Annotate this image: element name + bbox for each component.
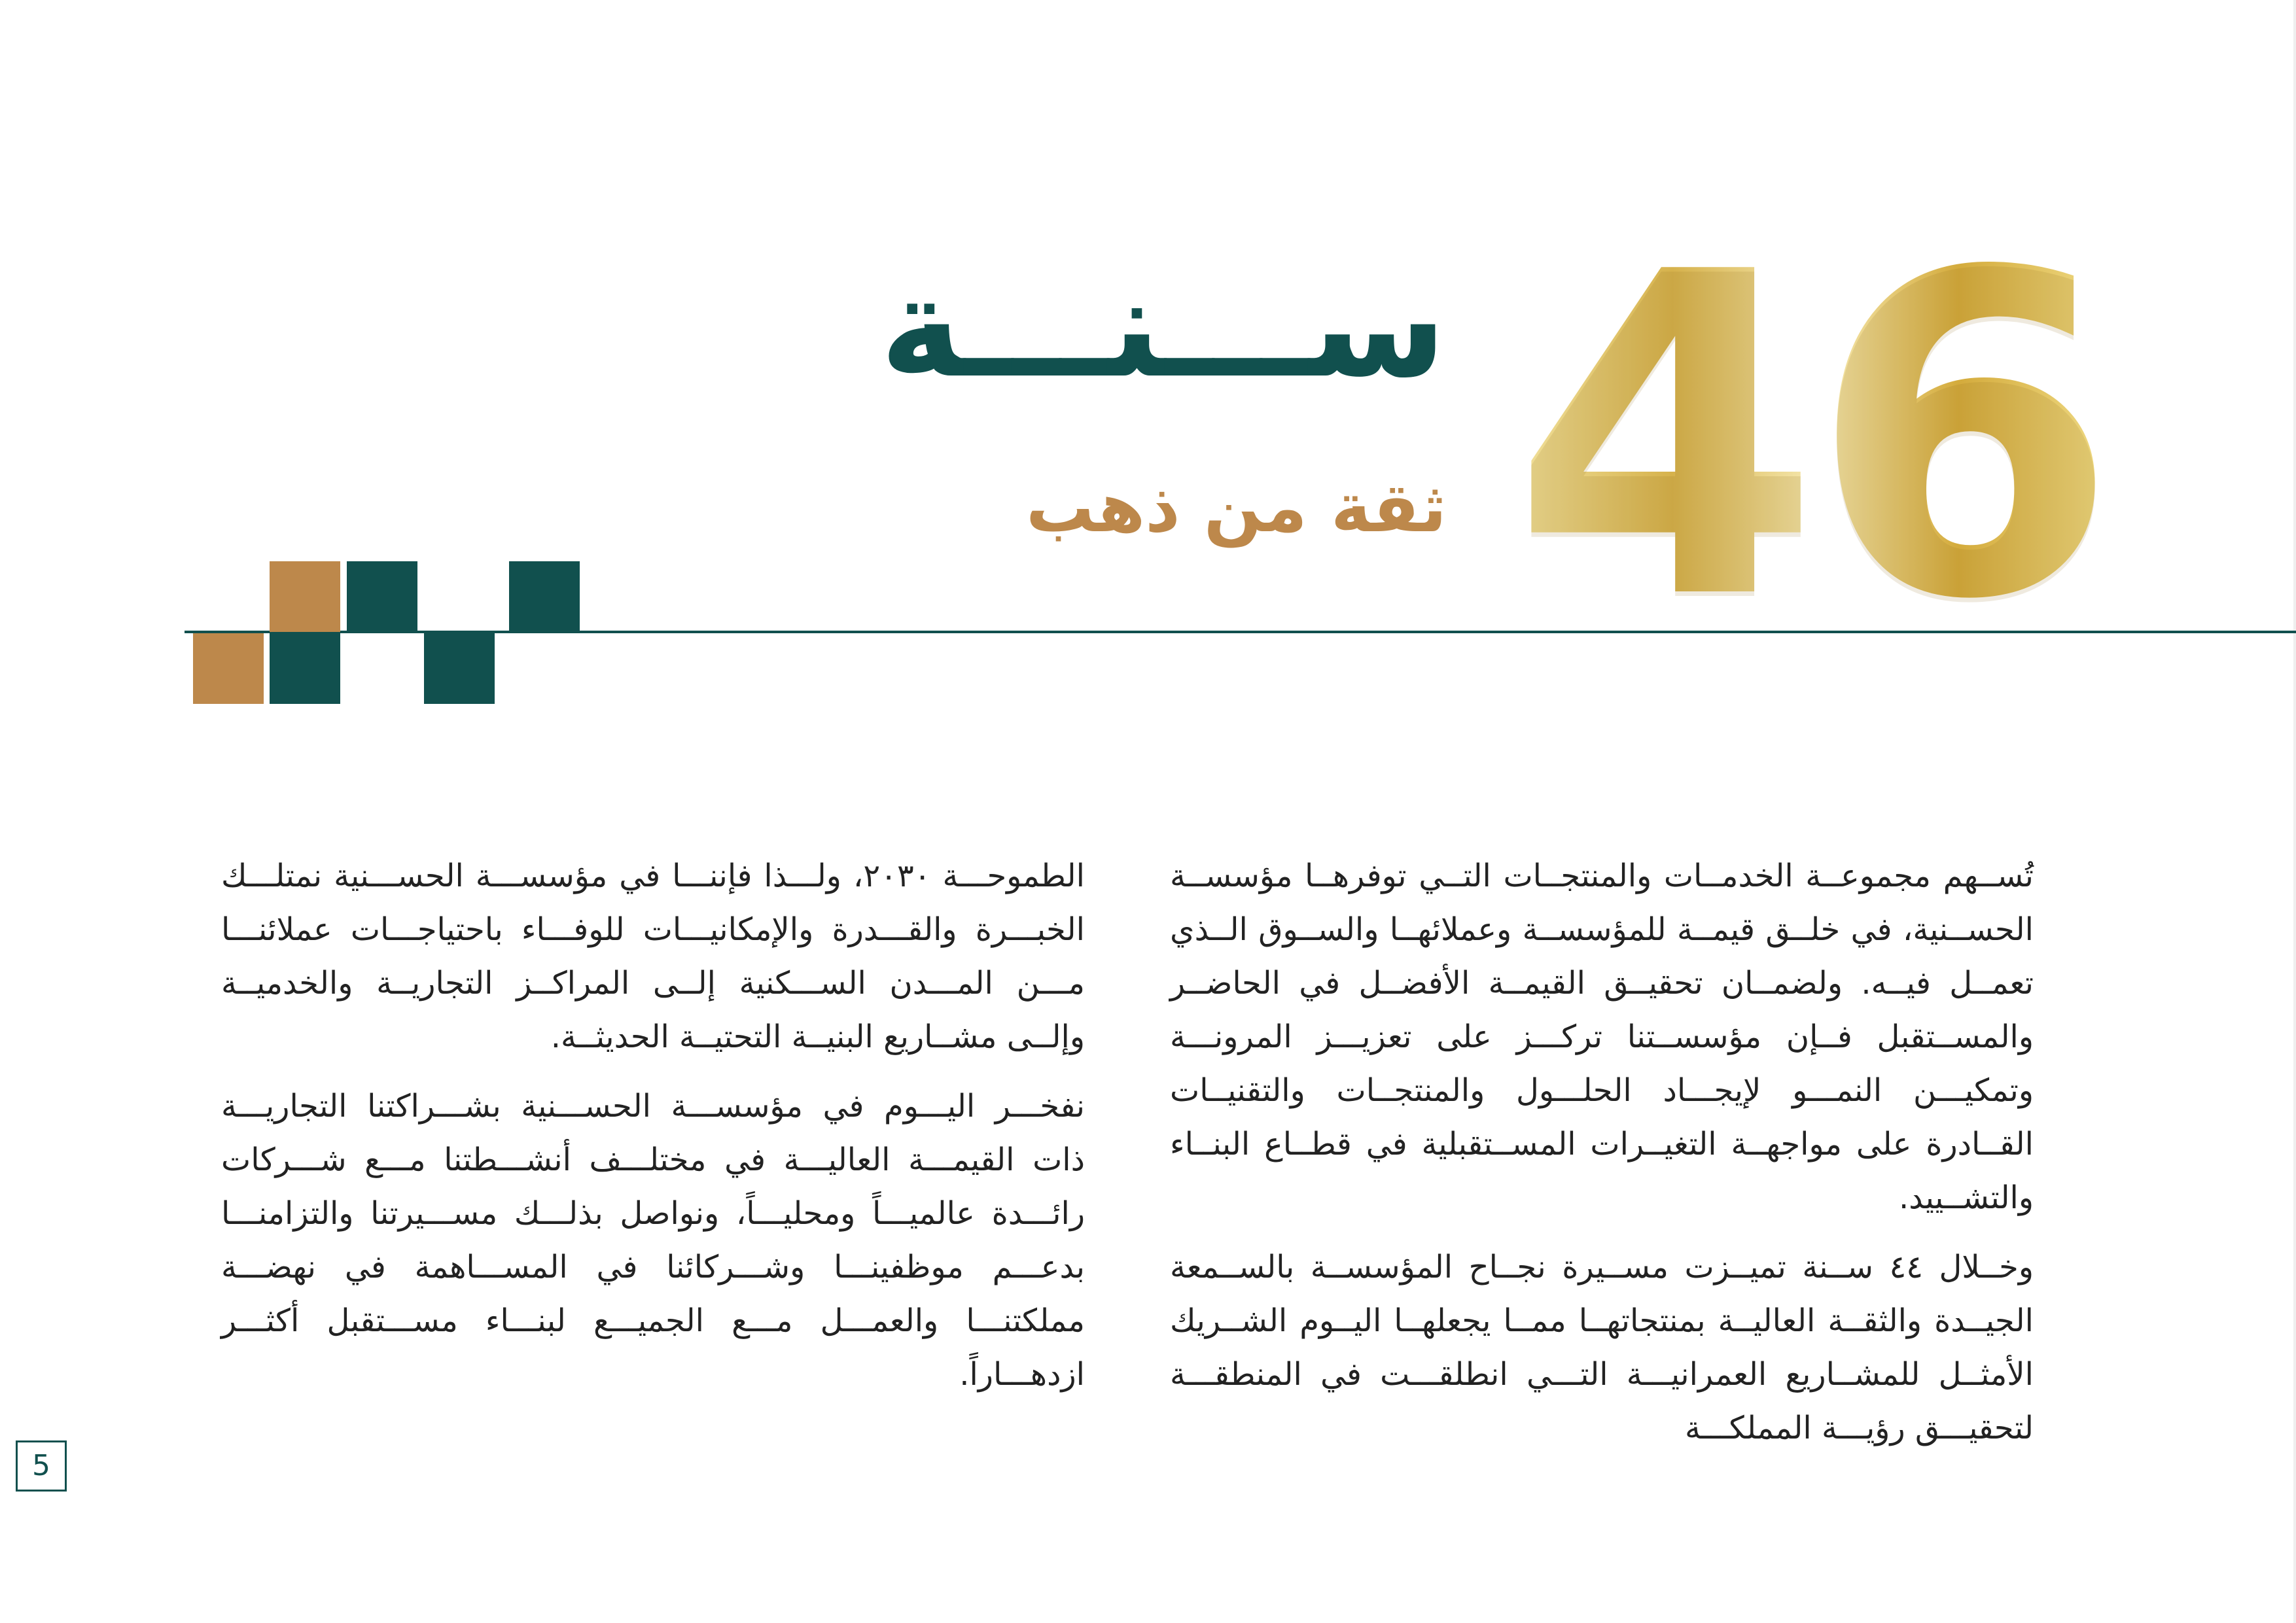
page-number-badge: 5 — [16, 1440, 67, 1492]
right-text-column — [1170, 849, 2034, 1446]
page-subtitle: ثقة من ذهب — [1026, 468, 1447, 548]
green-square-bottom-left — [270, 633, 340, 704]
green-square-bottom-right — [424, 633, 495, 704]
anniversary-number: 46 — [1498, 216, 2120, 661]
green-square-top-left — [347, 561, 417, 632]
left-text-column — [221, 849, 1085, 1393]
left-paragraph-1: الطموحـــة ٢٠٣٠، ولـــذا فإننـــا في مؤسســـة الحســـنية نمتلـــك الخبـــرة والقـــدرة والإمكانيـــات للوفـــاء باحتياجـــات عملائنـــا مـــن المـــدن الســـكنية إلــى المراكــز التجاريــة والخدميــة وإلــى مشــاريع البنيــة التحتيــة الحديثــة. — [221, 858, 1085, 1055]
right-paragraph-2: وخــلال ٤٤ ســنة تميــزت مســيرة نجــاح المؤسســة بالســمعة الجيــدة والثقــة العاليــة بمنتجاتهــا ممــا يجعلهــا اليــوم الشــريك الأمثــل للمشــاريع العمرانيـــة التـــي انطلقـــت في المنطقـــة لتحقيـــق رؤيـــة المملكـــة — [1170, 1249, 2034, 1446]
gold-square-bottom — [193, 633, 264, 704]
green-square-top-right — [509, 561, 580, 632]
gold-square-top — [270, 561, 340, 632]
left-paragraph-2: نفخـــر اليـــوم في مؤسســـة الحســـنية بشـــراكتنا التجاريـــة ذات القيمـــة العاليـــة في مختلـــف أنشـــطتنا مـــع شـــركات رائـــدة عالميـــاً ومحليـــاً، ونواصل بذلـــك مســـيرتنا والتزامنـــا بدعـــم موظفينـــا وشـــركائنا في المســـاهمة في نهضـــة مملكتنـــا والعمـــل مـــع الجميـــع لبنـــاء مســـتقبل أكثـــر ازدهـــاراً. — [221, 1088, 1085, 1393]
page-edge — [2293, 0, 2296, 1623]
page-title: ســـنـــة — [879, 246, 1447, 409]
right-paragraph-1: تُســهم مجموعــة الخدمــات والمنتجــات التــي توفرهــا مؤسســة الحســنية، في خلــق قيمــة للمؤسســة وعملائهــا والســوق الــذي تعمــل فيــه. ولضمــان تحقيــق القيمــة الأفضــل في الحاضــر والمســتقبل فــإن مؤسســتنا تركـــز على تعزيـــز المرونـــة وتمكيـــن النمـــو لإيجـــاد الحلـــول والمنتجــات والتقنيــات القــادرة على مواجهــة التغيــرات المســتقبلية في قطــاع البنــاء والتشــييد. — [1170, 858, 2034, 1216]
